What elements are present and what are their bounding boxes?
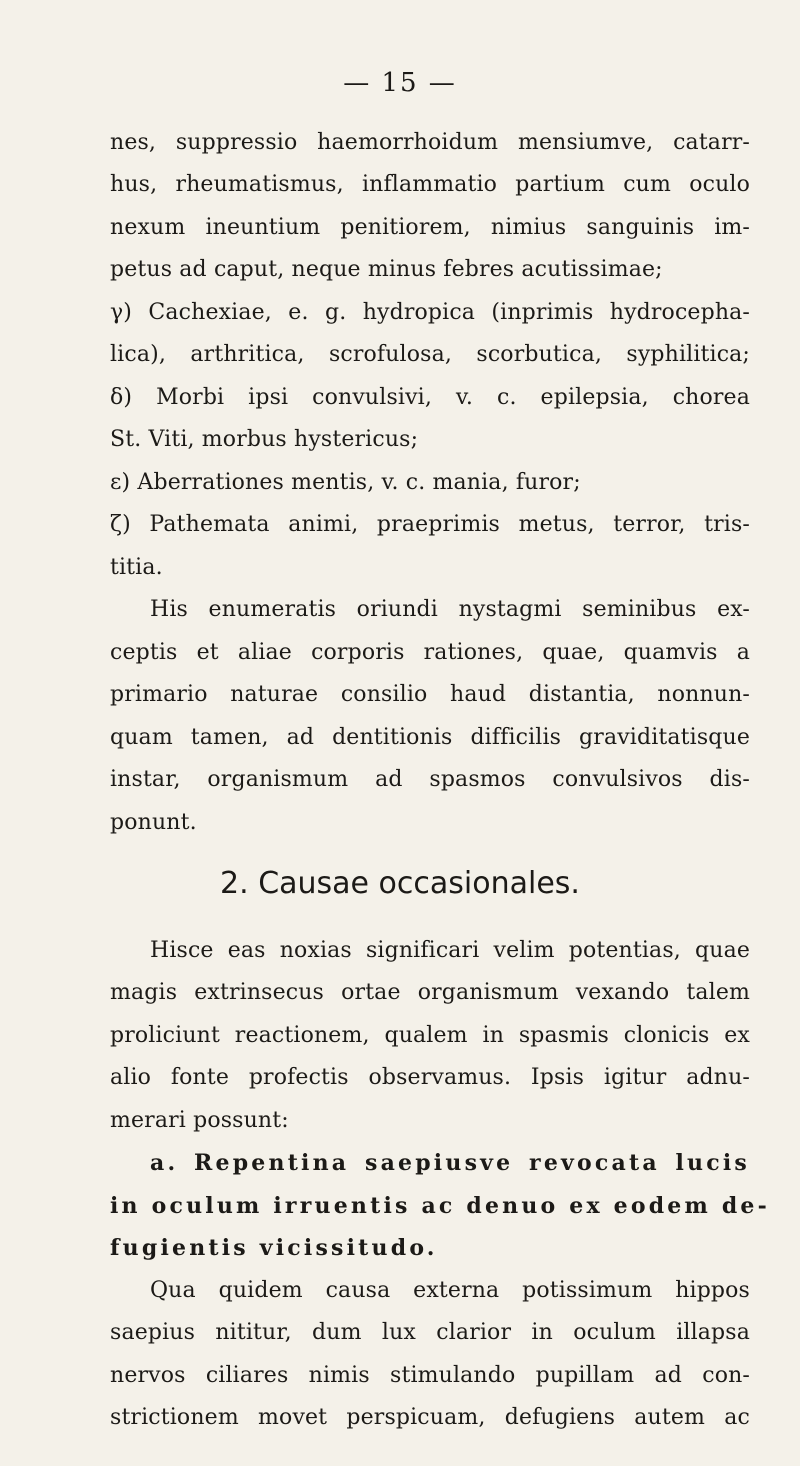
text-line: nervos ciliares nimis stimulando pupillam ad con- [110,1363,750,1388]
text-line: δ) Morbi ipsi convulsivi, v. c. epilepsia, chorea [110,385,750,410]
text-line: γ) Cachexiae, e. g. hydropica (inprimis hydrocepha- [110,300,750,325]
text-line: primario naturae consilio haud distantia, nonnun- [110,682,750,707]
text-line: lica), arthritica, scrofulosa, scorbutica, syphilitica; [110,342,750,367]
text-line: proliciunt reactionem, qualem in spasmis clonicis ex [110,1023,750,1048]
text-line: Qua quidem causa externa potissimum hippos [150,1278,750,1303]
spaced-text-line: fugientis vicissitudo. [110,1235,438,1261]
page-number: — 15 — [343,68,457,98]
text-line: Hisce eas noxias significari velim potentias, quae [150,938,750,963]
text-line: ponunt. [110,810,197,835]
text-line: hus, rheumatismus, inflammatio partium cum oculo [110,172,750,197]
spaced-text-line: a. Repentina saepiusve revocata lucis [150,1150,750,1176]
text-line: St. Viti, morbus hystericus; [110,427,419,452]
text-line: nes, suppressio haemorrhoidum mensiumve, catarr- [110,130,750,155]
text-line: ceptis et aliae corporis rationes, quae, quamvis a [110,640,750,665]
text-line: magis extrinsecus ortae organismum vexando talem [110,980,750,1005]
text-line: saepius nititur, dum lux clarior in oculum illapsa [110,1320,750,1345]
text-line: alio fonte profectis observamus. Ipsis igitur adnu- [110,1065,750,1090]
text-line: titia. [110,555,163,580]
spaced-text-line: in oculum irruentis ac denuo ex eodem de- [110,1193,770,1219]
text-line: merari possunt: [110,1108,289,1133]
text-line: His enumeratis oriundi nystagmi seminibus ex- [150,597,750,622]
text-line: instar, organismum ad spasmos convulsivos dis- [110,767,750,792]
section-heading: 2. Causae occasionales. [220,866,580,901]
text-line: ζ) Pathemata animi, praeprimis metus, terror, tris- [110,512,750,537]
text-line: petus ad caput, neque minus febres acutissimae; [110,257,663,282]
text-line: ε) Aberrationes mentis, v. c. mania, furor; [110,470,581,495]
text-line: strictionem movet perspicuam, defugiens autem ac [110,1405,750,1430]
text-line: nexum ineuntium penitiorem, nimius sanguinis im- [110,215,750,240]
text-line: quam tamen, ad dentitionis difficilis graviditatisque [110,725,750,750]
